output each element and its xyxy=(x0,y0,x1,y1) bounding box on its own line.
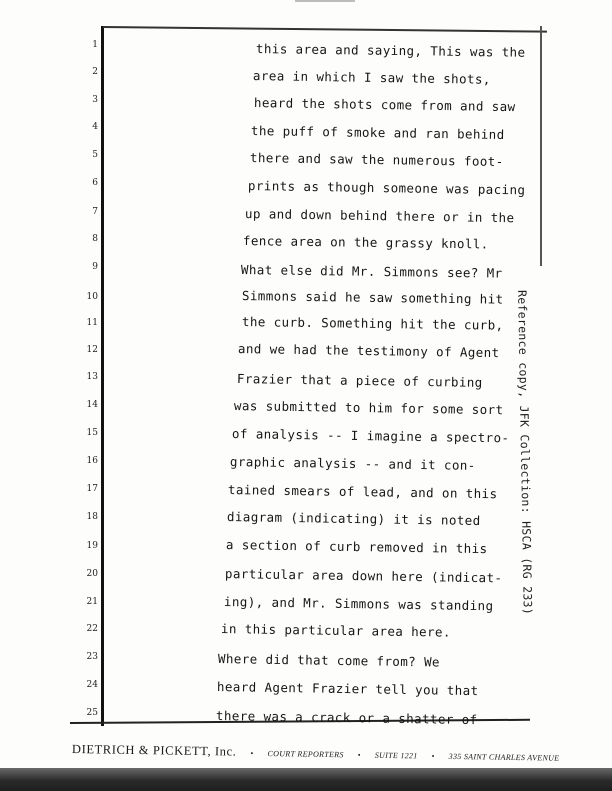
transcript-line: of analysis -- I imagine a spectro- xyxy=(231,426,510,446)
transcript-line: there and saw the numerous foot- xyxy=(249,150,504,169)
line-number: 20 xyxy=(86,569,98,579)
footer-bullet: • xyxy=(431,751,435,761)
line-number: 22 xyxy=(86,624,98,634)
line-number: 24 xyxy=(86,680,98,690)
line-number: 8 xyxy=(92,234,98,244)
line-number: 2 xyxy=(92,67,98,77)
transcript-line: heard Agent Frazier tell you that xyxy=(216,679,479,699)
transcript-line: prints as though someone was pacing xyxy=(247,178,526,198)
line-number: 4 xyxy=(92,122,98,132)
footer-address: 335 SAINT CHARLES AVENUE xyxy=(448,751,560,763)
line-number: 1 xyxy=(92,40,98,50)
transcript-line: tained smears of lead, and on this xyxy=(227,482,498,502)
transcript-line: and we had the testimony of Agent xyxy=(237,341,500,361)
line-number: 14 xyxy=(86,400,98,410)
page-footer xyxy=(72,740,560,766)
transcript-line: in this particular area here. xyxy=(220,621,451,640)
transcript-line: Where did that come from? We xyxy=(217,651,441,670)
line-number: 15 xyxy=(86,428,98,438)
footer-bullet: • xyxy=(250,748,254,758)
line-number: 9 xyxy=(92,262,98,272)
margin-rule-right xyxy=(540,26,542,266)
line-number: 17 xyxy=(86,484,98,494)
transcript-line: Simmons said he saw something hit xyxy=(241,288,504,307)
transcript-line: up and down behind there or in the xyxy=(244,206,515,226)
footer-service: COURT REPORTERS xyxy=(267,749,344,760)
margin-rule-top xyxy=(103,26,547,33)
margin-rule-left xyxy=(101,26,104,726)
line-number: 5 xyxy=(92,150,98,160)
line-number: 11 xyxy=(86,318,98,328)
line-number: 7 xyxy=(92,207,98,217)
line-number: 6 xyxy=(92,178,98,188)
transcript-line: particular area down here (indicat- xyxy=(224,566,503,586)
transcript-line: the puff of smoke and ran behind xyxy=(250,123,505,142)
transcript-line: ing), and Mr. Simmons was standing xyxy=(223,594,494,614)
transcript-line: Frazier that a piece of curbing xyxy=(236,371,483,390)
transcript-line: diagram (indicating) it is noted xyxy=(226,509,481,528)
transcript-line: graphic analysis -- and it con- xyxy=(229,454,476,473)
line-number: 25 xyxy=(86,708,98,718)
scan-smudge xyxy=(295,0,355,2)
transcript-line: area in which I saw the shots, xyxy=(252,68,491,87)
line-number: 23 xyxy=(86,652,98,662)
line-number: 16 xyxy=(86,456,98,466)
firm-name: DIETRICH & PICKETT, Inc. xyxy=(71,742,237,759)
line-number: 19 xyxy=(86,541,98,551)
transcript-line: heard the shots come from and saw xyxy=(253,95,516,115)
line-number: 10 xyxy=(86,292,98,302)
scan-bottom-edge xyxy=(0,768,612,791)
transcript-line: there was a crack or a shatter of xyxy=(215,708,478,728)
line-number: 18 xyxy=(86,512,98,522)
transcript-line: What else did Mr. Simmons see? Mr xyxy=(240,262,503,281)
reference-copy-stamp: Reference copy, JFK Collection: HSCA (RG 233) xyxy=(515,289,535,616)
transcript-line: this area and saying, This was the xyxy=(255,41,526,60)
transcript-line: a section of curb removed in this xyxy=(225,537,488,557)
line-number: 3 xyxy=(92,95,98,105)
footer-suite: SUITE 1221 xyxy=(374,750,418,761)
line-number: 13 xyxy=(86,372,98,382)
footer-bullet: • xyxy=(357,750,361,760)
line-number: 21 xyxy=(86,597,98,607)
transcript-line: fence area on the grassy knoll. xyxy=(242,233,489,252)
line-number: 12 xyxy=(86,345,98,355)
transcript-line: the curb. Something hit the curb, xyxy=(241,314,504,333)
transcript-line: was submitted to him for some sort xyxy=(233,398,504,418)
